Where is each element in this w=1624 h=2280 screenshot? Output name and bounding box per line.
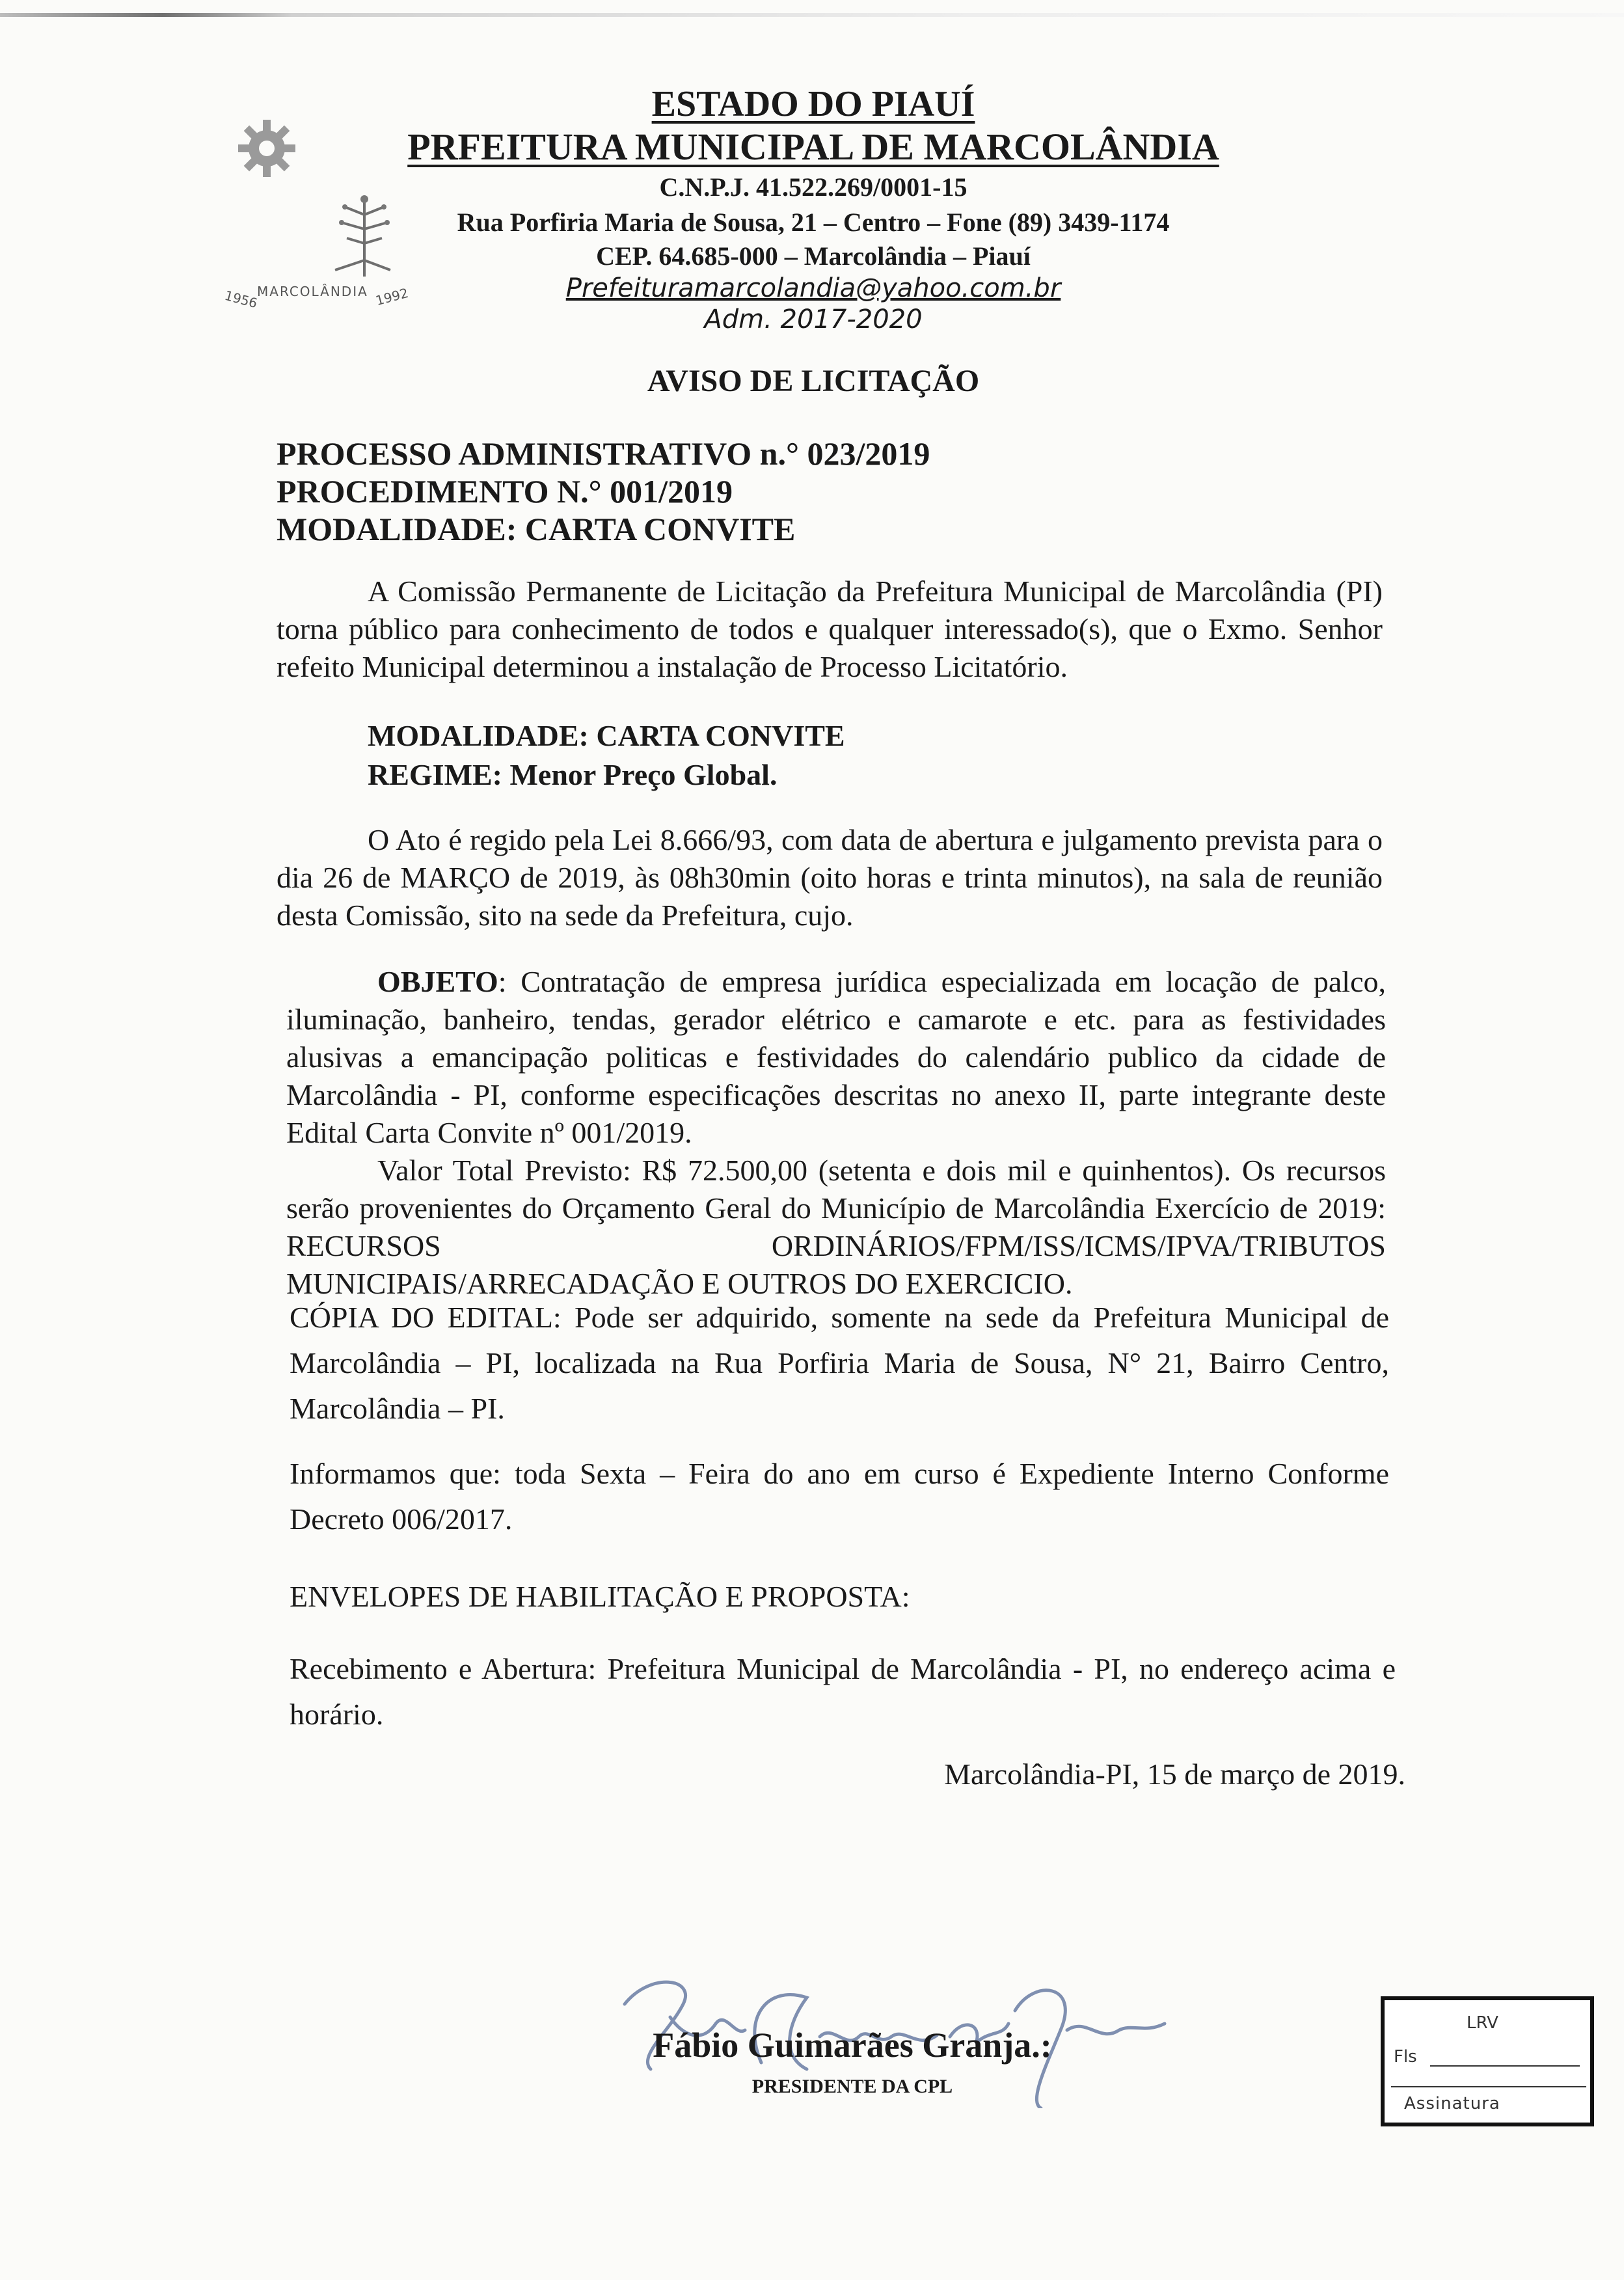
stamp-signature-line bbox=[1391, 2086, 1586, 2087]
act-paragraph: O Ato é regido pela Lei 8.666/93, com data de abertura e julgamento prevista para o dia 26 de MARÇO de 2019, às 08h30min (oito horas e trinta minutos), na sala de reunião desta Comissão, sito na sede da Prefeitura, cujo. bbox=[277, 823, 1383, 932]
procedure-number: PROCEDIMENTO N.° 001/2019 bbox=[277, 473, 733, 509]
regime-label: REGIME: bbox=[368, 758, 502, 791]
gear-emblem-icon bbox=[234, 116, 299, 181]
info-paragraph: Informamos que: toda Sexta – Feira do ano em curso é Expediente Interno Conforme Decreto 006/2017. bbox=[290, 1457, 1389, 1536]
notice-title: AVISO DE LICITAÇÃO bbox=[647, 364, 980, 398]
prefecture-heading: PRFEITURA MUNICIPAL DE MARCOLÂNDIA bbox=[407, 126, 1219, 168]
process-number: PROCESSO ADMINISTRATIVO n.° 023/2019 bbox=[277, 435, 930, 472]
stamp-assinatura: Assinatura bbox=[1404, 2094, 1500, 2113]
object-label: OBJETO bbox=[377, 965, 498, 998]
cnpj-line: C.N.P.J. 41.522.269/0001-15 bbox=[659, 172, 968, 202]
modality-value: CARTA CONVITE bbox=[596, 719, 845, 752]
modality-heading: MODALIDADE: CARTA CONVITE bbox=[277, 511, 796, 547]
seal-year-right: 1992 bbox=[373, 284, 411, 309]
signatory-role: PRESIDENTE DA CPL bbox=[751, 2076, 953, 2097]
address-line: Rua Porfiria Maria de Sousa, 21 – Centro – Fone (89) 3439-1174 bbox=[457, 208, 1170, 237]
intro-paragraph: A Comissão Permanente de Licitação da Prefeitura Municipal de Marcolândia (PI) torna público para conhecimento de todos e qualquer interessado(s), que o Exmo. Senhor refeito Municipal determinou a instalação de Processo Licitatório. bbox=[277, 575, 1383, 683]
date-line: Marcolândia-PI, 15 de março de 2019. bbox=[944, 1758, 1405, 1791]
receipt-paragraph: Recebimento e Abertura: Prefeitura Municipal de Marcolândia - PI, no endereço acima e horário. bbox=[290, 1652, 1396, 1731]
state-heading: ESTADO DO PIAUÍ bbox=[651, 84, 975, 124]
stamp-lrv: LRV bbox=[1467, 2013, 1498, 2033]
value-paragraph: Valor Total Previsto: R$ 72.500,00 (setenta e dois mil e quinhentos). Os recursos serão provenientes do Orçamento Geral do Município de Marcolândia Exercício de 2019: RECURSOS ORDINÁRIOS/FPM/ISS/ICMS/IPVA/TRIBUTOS MUNICIPAIS/ARRECADAÇÃO E OUTROS DO EXERCICIO. bbox=[286, 1154, 1386, 1300]
scan-artifact-line bbox=[0, 13, 1624, 17]
modality-label: MODALIDADE: bbox=[368, 719, 589, 752]
regime-line bbox=[368, 755, 777, 795]
signatory-name: Fábio Guimarães Granja.: bbox=[653, 2026, 1052, 2065]
seal-caption bbox=[224, 280, 420, 319]
regime-value: Menor Preço Global. bbox=[509, 758, 778, 791]
seal-text: MARCOLÂNDIA bbox=[257, 284, 368, 299]
plant-emblem-icon bbox=[329, 189, 400, 280]
protocol-stamp-box bbox=[1381, 1996, 1594, 2126]
modality-line bbox=[368, 716, 845, 756]
administration-term: Adm. 2017-2020 bbox=[704, 305, 923, 334]
seal-year-left: 1956 bbox=[223, 287, 260, 312]
stamp-fls: Fls bbox=[1394, 2047, 1417, 2067]
object-text: : Contratação de empresa jurídica especializada em locação de palco, iluminação, banheiro, tendas, gerador elétrico e camarote e etc. para as festividades alusivas a emancipação politicas e festividades do calendário publico da cidade de Marcolândia - PI, conforme especificações descritas no anexo II, parte integrante deste Edital Carta Convite nº 001/2019. bbox=[286, 965, 1386, 1149]
object-paragraph bbox=[286, 963, 1386, 1152]
cep-line: CEP. 64.685-000 – Marcolândia – Piauí bbox=[596, 241, 1031, 271]
envelopes-heading: ENVELOPES DE HABILITAÇÃO E PROPOSTA: bbox=[290, 1580, 910, 1613]
copy-paragraph: CÓPIA DO EDITAL: Pode ser adquirido, somente na sede da Prefeitura Municipal de Marcolândia – PI, localizada na Rua Porfiria Maria de Sousa, N° 21, Bairro Centro, Marcolândia – PI. bbox=[290, 1301, 1389, 1425]
email-link[interactable]: Prefeituramarcolandia@yahoo.com.br bbox=[565, 273, 1061, 303]
stamp-fls-line bbox=[1430, 2065, 1580, 2067]
